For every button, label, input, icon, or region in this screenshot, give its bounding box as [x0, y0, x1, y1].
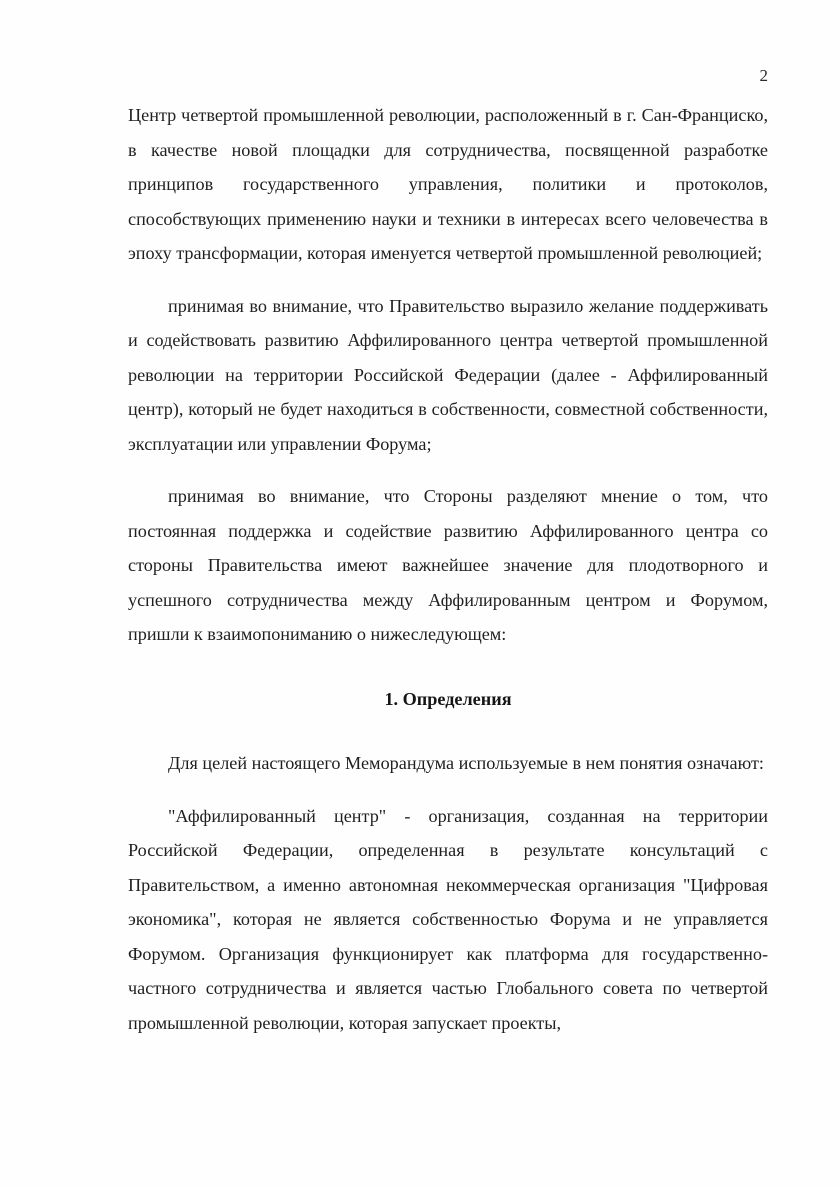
heading-spacer: [128, 652, 768, 682]
paragraph-preamble-center-description: Центр четвертой промышленной революции, расположенный в г. Сан-Франциско, в качестве новой площадки для сотрудничества, посвященной разработке принципов государственного управления, политики и протоколов, способствующих применению науки и техники в интересах всего человечества в эпоху трансформации, которая именуется четвертой промышленной революцией;: [128, 105, 768, 263]
page-number: 2: [759, 66, 768, 85]
paragraph-definition-affiliated-center: "Аффилированный центр" - организация, созданная на территории Российской Федерации, определенная в результате консультаций с Правительством, а именно автономная некоммерческая организация "Цифровая экономика", которая не является собственностью Форума и не управляется Форумом. Организация функционирует как платформа для государственно-частного сотрудничества и является частью Глобального совета по четвертой промышленной революции, которая запускает проекты,: [128, 805, 768, 1033]
paragraph-parties-agreement-recital: принимая во внимание, что Стороны разделяют мнение о том, что постоянная поддержка и содействие развитию Аффилированного центра со стороны Правительства имеют важнейшее значение для плодотворного и успешного сотрудничества между Аффилированным центром и Форумом, пришли к взаимопониманию о нижеследующем:: [128, 486, 768, 644]
paragraph-spacer: [128, 271, 768, 289]
paragraph-spacer: [128, 781, 768, 799]
paragraph-government-support-recital: принимая во внимание, что Правительство выразило желание поддерживать и содействовать развитию Аффилированного центра четвертой промышленной революции на территории Российской Федерации (далее - Аффилированный центр), который не будет находиться в собственности, совместной собственности, эксплуатации или управлении Форума;: [128, 295, 768, 454]
heading-spacer: [128, 716, 768, 746]
document-body: [128, 98, 768, 1040]
paragraph-definitions-intro: Для целей настоящего Меморандума используемые в нем понятия означают:: [168, 753, 764, 773]
paragraph-spacer: [128, 461, 768, 479]
section-heading-definitions: 1. Определения: [384, 688, 512, 709]
